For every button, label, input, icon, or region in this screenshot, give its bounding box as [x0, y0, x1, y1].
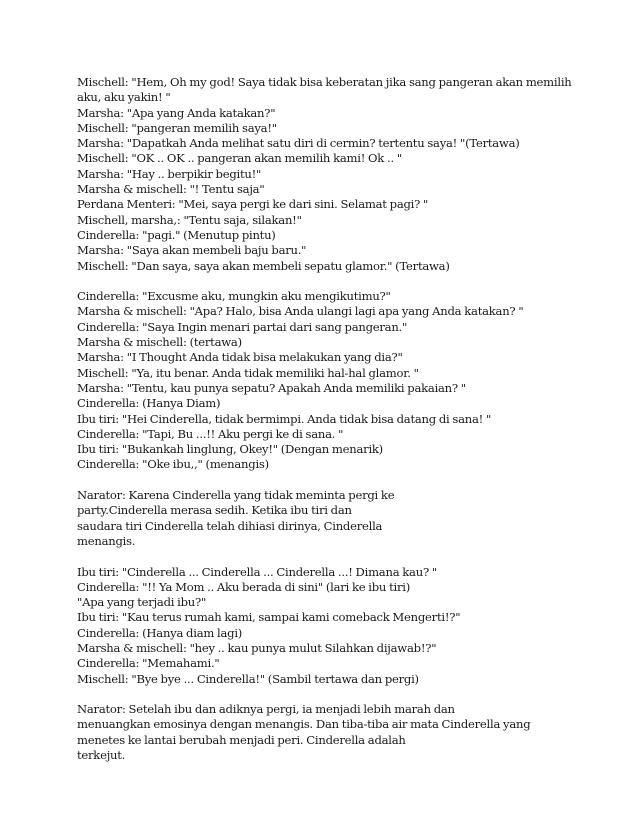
- text-line: menetes ke lantai berubah menjadi peri. Cinderella adalah: [77, 732, 406, 747]
- text-line: Mischell, marsha,: "Tentu saja, silakan!": [77, 212, 302, 227]
- text-line: "Apa yang terjadi ibu?": [77, 595, 207, 610]
- text-line: Cinderella: "!! Ya Mom .. Aku berada di sini" (lari ke ibu tiri): [77, 579, 410, 594]
- text-line: Ibu tiri: "Bukankah linglung, Okey!" (Dengan menarik): [77, 442, 383, 457]
- text-line: Marsha: "I Thought Anda tidak bisa melakukan yang dia?": [77, 350, 403, 365]
- text-line: Mischell: "Dan saya, saya akan membeli sepatu glamor." (Tertawa): [77, 258, 450, 273]
- text-line: Marsha: "Hay .. berpikir begitu!": [77, 166, 262, 181]
- text-line: Mischell: "Hem, Oh my god! Saya tidak bisa keberatan jika sang pangeran akan memilih: [77, 75, 572, 89]
- text-line: Marsha & mischell: "Apa? Halo, bisa Anda ulangi lagi apa yang Anda katakan? ": [77, 304, 524, 319]
- text-line: Cinderella: "Tapi, Bu ...!! Aku pergi ke di sana. ": [77, 426, 344, 441]
- text-line: menuangkan emosinya dengan menangis. Dan tiba-tiba air mata Cinderella yang: [77, 717, 531, 732]
- paragraph-1: [77, 75, 597, 274]
- text-line: Marsha: "Apa yang Anda katakan?": [77, 105, 276, 120]
- text-line: Cinderella: "Saya Ingin menari partai dari sang pangeran.": [77, 319, 408, 334]
- text-line: Cinderella: "Excusme aku, mungkin aku mengikutimu?": [77, 289, 391, 304]
- text-line: Mischell: "pangeran memilih saya!": [77, 120, 277, 135]
- text-line: Marsha: "Saya akan membeli baju baru.": [77, 243, 307, 258]
- text-line: saudara tiri Cinderella telah dihiasi dirinya, Cinderella: [77, 518, 383, 533]
- text-line: aku, aku yakin! ": [77, 90, 171, 105]
- paragraph-4: [77, 565, 597, 687]
- text-line: Cinderella: (Hanya diam lagi): [77, 625, 243, 640]
- text-line: Ibu tiri: "Cinderella ... Cinderella ... Cinderella ...! Dimana kau? ": [77, 564, 437, 579]
- text-line: Mischell: "OK .. OK .. pangeran akan memilih kami! Ok .. ": [77, 151, 402, 166]
- text-line: Cinderella: "Oke ibu,," (menangis): [77, 457, 269, 472]
- text-line: Perdana Menteri: "Mei, saya pergi ke dari sini. Selamat pagi? ": [77, 197, 429, 212]
- text-line: Cinderella: (Hanya Diam): [77, 396, 221, 411]
- text-line: Narator: Karena Cinderella yang tidak meminta pergi ke: [77, 488, 395, 503]
- text-line: Ibu tiri: "Kau terus rumah kami, sampai kami comeback Mengerti!?": [77, 610, 461, 625]
- text-line: Cinderella: "pagi." (Menutup pintu): [77, 227, 276, 242]
- document-body: [77, 75, 597, 779]
- text-line: Marsha & mischell: "hey .. kau punya mulut Silahkan dijawab!?": [77, 640, 437, 655]
- text-line: Ibu tiri: "Hei Cinderella, tidak bermimpi. Anda tidak bisa datang di sana! ": [77, 411, 492, 426]
- text-line: Marsha: "Dapatkah Anda melihat satu diri di cermin? tertentu saya! "(Tertawa): [77, 136, 520, 151]
- text-line: terkejut.: [77, 748, 126, 763]
- text-line: Mischell: "Ya, itu benar. Anda tidak memiliki hal-hal glamor. ": [77, 365, 419, 380]
- paragraph-3: [77, 488, 597, 549]
- text-line: menangis.: [77, 533, 136, 548]
- paragraph-2: [77, 289, 597, 473]
- text-line: Mischell: "Bye bye ... Cinderella!" (Sambil tertawa dan pergi): [77, 671, 419, 686]
- text-line: Marsha: "Tentu, kau punya sepatu? Apakah Anda memiliki pakaian? ": [77, 380, 466, 395]
- text-line: Cinderella: "Memahami.": [77, 656, 220, 671]
- text-line: Marsha & mischell: "! Tentu saja": [77, 182, 265, 197]
- text-line: Marsha & mischell: (tertawa): [77, 335, 242, 350]
- text-line: Narator: Setelah ibu dan adiknya pergi, ia menjadi lebih marah dan: [77, 702, 455, 717]
- text-line: party.Cinderella merasa sedih. Ketika ibu tiri dan: [77, 503, 352, 518]
- paragraph-5: [77, 702, 597, 763]
